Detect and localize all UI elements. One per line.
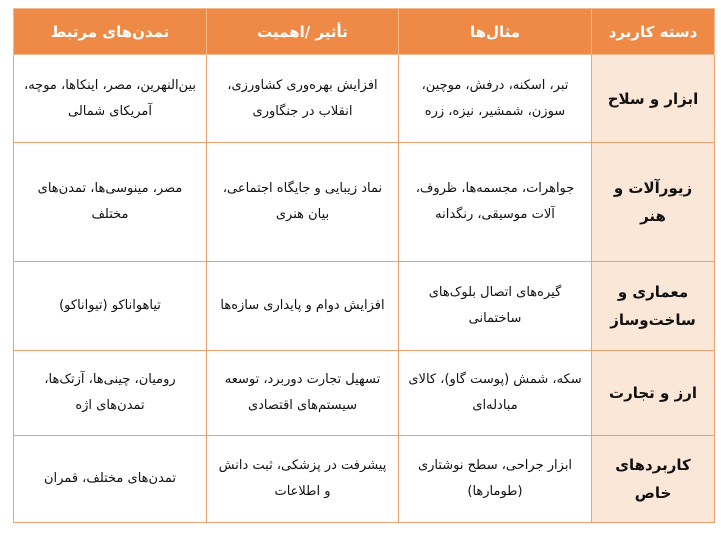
row-civilizations: تیاهواناکو (تیواناکو) xyxy=(14,262,207,351)
table-row xyxy=(14,351,715,436)
row-impact: نماد زیبایی و جایگاه اجتماعی، بیان هنری xyxy=(207,143,399,262)
row-impact: پیشرفت در پزشکی، ثبت دانش و اطلاعات xyxy=(207,436,399,523)
row-examples: ابزار جراحی، سطح نوشتاری (طومارها) xyxy=(399,436,592,523)
row-examples: جواهرات، مجسمه‌ها، ظروف، آلات موسیقی، رنگدانه xyxy=(399,143,592,262)
row-impact: افزایش دوام و پایداری سازه‌ها xyxy=(207,262,399,351)
row-impact: افزایش بهره‌وری کشاورزی، انقلاب در جنگاوری xyxy=(207,55,399,143)
header-row xyxy=(14,9,715,55)
copper-uses-table xyxy=(13,8,715,523)
row-category: معماری و ساخت‌وساز xyxy=(592,262,715,351)
table-row xyxy=(14,436,715,523)
row-civilizations: مصر، مینوسی‌ها، تمدن‌های مختلف xyxy=(14,143,207,262)
header-impact: تأثیر /اهمیت xyxy=(207,9,399,55)
row-examples: تبر، اسکنه، درفش، موچین، سوزن، شمشیر، نیزه، زره xyxy=(399,55,592,143)
row-civilizations: تمدن‌های مختلف، قمران xyxy=(14,436,207,523)
header-civilizations: تمدن‌های مرتبط xyxy=(14,9,207,55)
row-category: ابزار و سلاح xyxy=(592,55,715,143)
header-examples: مثال‌ها xyxy=(399,9,592,55)
table-row xyxy=(14,55,715,143)
table-row xyxy=(14,262,715,351)
row-examples: گیره‌های اتصال بلوک‌های ساختمانی xyxy=(399,262,592,351)
table-container xyxy=(13,8,714,523)
row-civilizations: بین‌النهرین، مصر، اینکاها، موچه، آمریکای شمالی xyxy=(14,55,207,143)
row-category: ارز و تجارت xyxy=(592,351,715,436)
row-impact: تسهیل تجارت دوربرد، توسعه سیستم‌های اقتصادی xyxy=(207,351,399,436)
row-category: زیورآلات و هنر xyxy=(592,143,715,262)
table-row xyxy=(14,143,715,262)
row-civilizations: رومیان، چینی‌ها، آزتک‌ها، تمدن‌های اژه xyxy=(14,351,207,436)
header-category: دسته کاربرد xyxy=(592,9,715,55)
row-category: کاربردهای خاص xyxy=(592,436,715,523)
row-examples: سکه، شمش (پوست گاو)، کالای مبادله‌ای xyxy=(399,351,592,436)
